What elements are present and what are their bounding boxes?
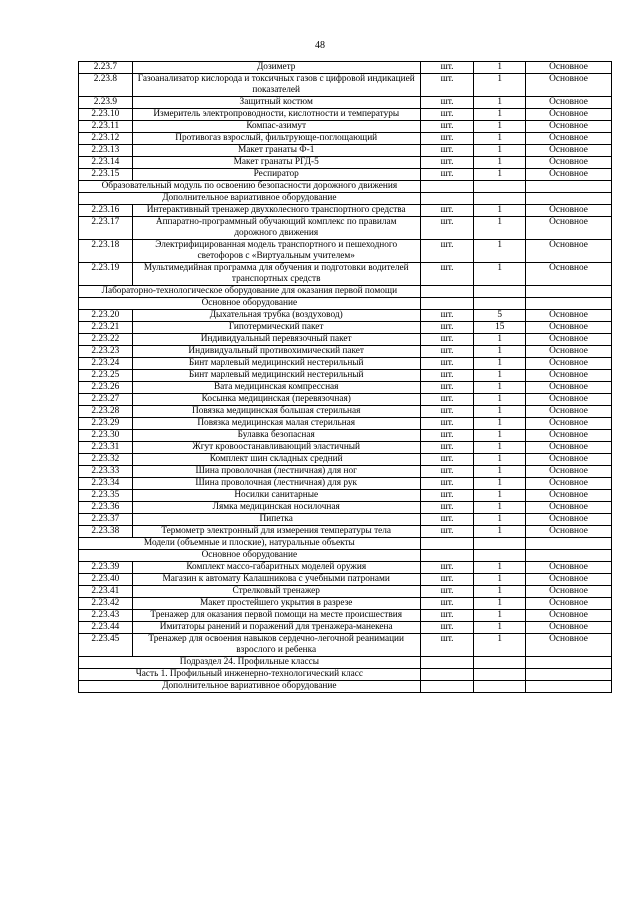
item-unit: шт. — [420, 205, 474, 217]
item-quantity: 1 — [474, 263, 526, 286]
item-type: Основное — [526, 322, 612, 334]
item-quantity: 1 — [474, 514, 526, 526]
item-type: Основное — [526, 562, 612, 574]
empty-cell — [420, 538, 474, 550]
item-number: 2.23.17 — [79, 217, 133, 240]
item-type: Основное — [526, 406, 612, 418]
item-unit: шт. — [420, 334, 474, 346]
item-quantity: 1 — [474, 562, 526, 574]
table-row — [79, 145, 612, 157]
item-number: 2.23.33 — [79, 466, 133, 478]
item-type: Основное — [526, 358, 612, 370]
item-number: 2.23.16 — [79, 205, 133, 217]
empty-cell — [420, 193, 474, 205]
empty-cell — [474, 669, 526, 681]
item-quantity: 1 — [474, 526, 526, 538]
item-name: Тренажер для оказания первой помощи на месте происшествия — [132, 610, 420, 622]
item-unit: шт. — [420, 62, 474, 74]
item-unit: шт. — [420, 109, 474, 121]
page-number: 48 — [315, 40, 325, 51]
section-title: Дополнительное вариативное оборудование — [79, 193, 421, 205]
item-unit: шт. — [420, 121, 474, 133]
empty-cell — [474, 181, 526, 193]
empty-cell — [420, 550, 474, 562]
section-row — [79, 193, 612, 205]
item-number: 2.23.10 — [79, 109, 133, 121]
item-quantity: 1 — [474, 74, 526, 97]
empty-cell — [526, 550, 612, 562]
equipment-table — [78, 61, 612, 693]
item-type: Основное — [526, 334, 612, 346]
table-row — [79, 442, 612, 454]
table-row — [79, 634, 612, 657]
item-quantity: 1 — [474, 394, 526, 406]
item-quantity: 1 — [474, 346, 526, 358]
item-number: 2.23.23 — [79, 346, 133, 358]
item-name: Повязка медицинская большая стерильная — [132, 406, 420, 418]
section-title: Лабораторно-технологическое оборудование для оказания первой помощи — [79, 286, 421, 298]
section-row — [79, 550, 612, 562]
table-row — [79, 205, 612, 217]
item-type: Основное — [526, 490, 612, 502]
table-row — [79, 310, 612, 322]
item-type: Основное — [526, 418, 612, 430]
item-name: Комплект массо-габаритных моделей оружия — [132, 562, 420, 574]
item-name: Булавка безопасная — [132, 430, 420, 442]
item-name: Защитный костюм — [132, 97, 420, 109]
item-type: Основное — [526, 263, 612, 286]
item-unit: шт. — [420, 310, 474, 322]
item-quantity: 1 — [474, 442, 526, 454]
item-type: Основное — [526, 586, 612, 598]
section-row — [79, 669, 612, 681]
table-row — [79, 502, 612, 514]
item-quantity: 5 — [474, 310, 526, 322]
item-unit: шт. — [420, 442, 474, 454]
item-type: Основное — [526, 310, 612, 322]
empty-cell — [420, 681, 474, 693]
item-number: 2.23.41 — [79, 586, 133, 598]
item-quantity: 1 — [474, 97, 526, 109]
section-row — [79, 298, 612, 310]
item-name: Макет гранаты РГД-5 — [132, 157, 420, 169]
empty-cell — [526, 298, 612, 310]
table-row — [79, 394, 612, 406]
item-quantity: 1 — [474, 205, 526, 217]
equipment-table-body — [79, 62, 612, 693]
section-title: Основное оборудование — [79, 550, 421, 562]
item-quantity: 1 — [474, 169, 526, 181]
item-type: Основное — [526, 634, 612, 657]
table-row — [79, 514, 612, 526]
item-name: Тренажер для освоения навыков сердечно-легочной реанимации взрослого и ребенка — [132, 634, 420, 657]
item-quantity: 1 — [474, 370, 526, 382]
empty-cell — [474, 681, 526, 693]
section-row — [79, 286, 612, 298]
item-number: 2.23.42 — [79, 598, 133, 610]
item-number: 2.23.34 — [79, 478, 133, 490]
item-name: Гипотермический пакет — [132, 322, 420, 334]
item-name: Лямка медицинская носилочная — [132, 502, 420, 514]
item-number: 2.23.13 — [79, 145, 133, 157]
item-unit: шт. — [420, 382, 474, 394]
item-number: 2.23.37 — [79, 514, 133, 526]
table-row — [79, 430, 612, 442]
item-unit: шт. — [420, 598, 474, 610]
section-title: Часть 1. Профильный инженерно-технологический класс — [79, 669, 421, 681]
section-row — [79, 181, 612, 193]
item-name: Комплект шин складных средний — [132, 454, 420, 466]
table-row — [79, 97, 612, 109]
item-number: 2.23.45 — [79, 634, 133, 657]
item-quantity: 1 — [474, 157, 526, 169]
item-quantity: 1 — [474, 133, 526, 145]
item-type: Основное — [526, 502, 612, 514]
item-unit: шт. — [420, 490, 474, 502]
item-unit: шт. — [420, 430, 474, 442]
item-quantity: 1 — [474, 334, 526, 346]
item-type: Основное — [526, 526, 612, 538]
table-row — [79, 240, 612, 263]
table-row — [79, 526, 612, 538]
item-unit: шт. — [420, 74, 474, 97]
item-unit: шт. — [420, 562, 474, 574]
item-unit: шт. — [420, 634, 474, 657]
item-type: Основное — [526, 157, 612, 169]
item-number: 2.23.38 — [79, 526, 133, 538]
item-quantity: 1 — [474, 478, 526, 490]
table-row — [79, 169, 612, 181]
item-number: 2.23.9 — [79, 97, 133, 109]
item-unit: шт. — [420, 478, 474, 490]
item-unit: шт. — [420, 169, 474, 181]
item-number: 2.23.21 — [79, 322, 133, 334]
item-type: Основное — [526, 346, 612, 358]
item-number: 2.23.36 — [79, 502, 133, 514]
table-row — [79, 478, 612, 490]
item-unit: шт. — [420, 622, 474, 634]
item-unit: шт. — [420, 322, 474, 334]
table-row — [79, 157, 612, 169]
item-type: Основное — [526, 62, 612, 74]
item-quantity: 1 — [474, 634, 526, 657]
table-row — [79, 598, 612, 610]
item-quantity: 1 — [474, 217, 526, 240]
table-row — [79, 358, 612, 370]
empty-cell — [420, 286, 474, 298]
item-number: 2.23.20 — [79, 310, 133, 322]
empty-cell — [474, 538, 526, 550]
item-number: 2.23.26 — [79, 382, 133, 394]
item-name: Компас-азимут — [132, 121, 420, 133]
item-number: 2.23.35 — [79, 490, 133, 502]
item-number: 2.23.28 — [79, 406, 133, 418]
item-name: Бинт марлевый медицинский нестерильный — [132, 370, 420, 382]
section-row — [79, 538, 612, 550]
item-type: Основное — [526, 133, 612, 145]
item-quantity: 1 — [474, 406, 526, 418]
empty-cell — [474, 286, 526, 298]
item-unit: шт. — [420, 240, 474, 263]
table-row — [79, 562, 612, 574]
item-name: Носилки санитарные — [132, 490, 420, 502]
item-name: Дозиметр — [132, 62, 420, 74]
table-row — [79, 406, 612, 418]
table-row — [79, 62, 612, 74]
item-type: Основное — [526, 598, 612, 610]
item-unit: шт. — [420, 394, 474, 406]
item-type: Основное — [526, 240, 612, 263]
item-unit: шт. — [420, 358, 474, 370]
item-name: Термометр электронный для измерения температуры тела — [132, 526, 420, 538]
item-type: Основное — [526, 442, 612, 454]
section-title: Образовательный модуль по освоению безопасности дорожного движения — [79, 181, 421, 193]
empty-cell — [420, 298, 474, 310]
table-row — [79, 454, 612, 466]
empty-cell — [474, 550, 526, 562]
item-unit: шт. — [420, 133, 474, 145]
item-type: Основное — [526, 574, 612, 586]
item-quantity: 1 — [474, 610, 526, 622]
item-type: Основное — [526, 514, 612, 526]
item-type: Основное — [526, 622, 612, 634]
item-number: 2.23.8 — [79, 74, 133, 97]
item-unit: шт. — [420, 370, 474, 382]
item-quantity: 1 — [474, 121, 526, 133]
item-number: 2.23.39 — [79, 562, 133, 574]
item-quantity: 1 — [474, 109, 526, 121]
item-name: Измеритель электропроводности, кислотности и температуры — [132, 109, 420, 121]
empty-cell — [526, 193, 612, 205]
item-unit: шт. — [420, 526, 474, 538]
item-name: Индивидуальный перевязочный пакет — [132, 334, 420, 346]
item-quantity: 1 — [474, 490, 526, 502]
section-title: Основное оборудование — [79, 298, 421, 310]
item-name: Жгут кровоостанавливающий эластичный — [132, 442, 420, 454]
item-quantity: 1 — [474, 574, 526, 586]
item-quantity: 1 — [474, 62, 526, 74]
empty-cell — [420, 669, 474, 681]
section-title: Дополнительное вариативное оборудование — [79, 681, 421, 693]
item-type: Основное — [526, 121, 612, 133]
item-unit: шт. — [420, 610, 474, 622]
item-type: Основное — [526, 97, 612, 109]
empty-cell — [420, 657, 474, 669]
item-type: Основное — [526, 145, 612, 157]
item-unit: шт. — [420, 97, 474, 109]
item-number: 2.23.29 — [79, 418, 133, 430]
item-name: Макет простейшего укрытия в разрезе — [132, 598, 420, 610]
item-unit: шт. — [420, 157, 474, 169]
empty-cell — [474, 298, 526, 310]
item-quantity: 1 — [474, 418, 526, 430]
item-name: Бинт марлевый медицинский нестерильный — [132, 358, 420, 370]
table-row — [79, 610, 612, 622]
table-row — [79, 466, 612, 478]
item-quantity: 1 — [474, 466, 526, 478]
item-name: Противогаз взрослый, фильтрующе-поглощающий — [132, 133, 420, 145]
table-row — [79, 418, 612, 430]
item-number: 2.23.27 — [79, 394, 133, 406]
empty-cell — [526, 681, 612, 693]
item-number: 2.23.25 — [79, 370, 133, 382]
item-name: Индивидуальный противохимический пакет — [132, 346, 420, 358]
table-row — [79, 622, 612, 634]
item-name: Вата медицинская компрессная — [132, 382, 420, 394]
item-type: Основное — [526, 610, 612, 622]
item-number: 2.23.30 — [79, 430, 133, 442]
empty-cell — [526, 657, 612, 669]
item-quantity: 1 — [474, 502, 526, 514]
item-unit: шт. — [420, 217, 474, 240]
table-row — [79, 263, 612, 286]
item-quantity: 1 — [474, 430, 526, 442]
item-number: 2.23.22 — [79, 334, 133, 346]
table-row — [79, 334, 612, 346]
item-number: 2.23.18 — [79, 240, 133, 263]
table-row — [79, 586, 612, 598]
item-name: Интерактивный тренажер двухколесного транспортного средства — [132, 205, 420, 217]
item-type: Основное — [526, 430, 612, 442]
item-quantity: 1 — [474, 145, 526, 157]
item-number: 2.23.19 — [79, 263, 133, 286]
item-name: Косынка медицинская (перевязочная) — [132, 394, 420, 406]
item-type: Основное — [526, 394, 612, 406]
table-row — [79, 217, 612, 240]
item-unit: шт. — [420, 514, 474, 526]
item-number: 2.23.32 — [79, 454, 133, 466]
section-title: Модели (объемные и плоские), натуральные объекты — [79, 538, 421, 550]
item-type: Основное — [526, 478, 612, 490]
item-type: Основное — [526, 370, 612, 382]
item-quantity: 1 — [474, 358, 526, 370]
item-number: 2.23.11 — [79, 121, 133, 133]
item-type: Основное — [526, 382, 612, 394]
empty-cell — [420, 181, 474, 193]
table-row — [79, 574, 612, 586]
table-row — [79, 346, 612, 358]
item-name: Газоанализатор кислорода и токсичных газов с цифровой индикацией показателей — [132, 74, 420, 97]
item-unit: шт. — [420, 466, 474, 478]
item-name: Электрифицированная модель транспортного и пешеходного светофоров с «Виртуальным учителем» — [132, 240, 420, 263]
item-unit: шт. — [420, 586, 474, 598]
item-unit: шт. — [420, 454, 474, 466]
item-number: 2.23.44 — [79, 622, 133, 634]
item-quantity: 1 — [474, 586, 526, 598]
empty-cell — [526, 538, 612, 550]
item-type: Основное — [526, 109, 612, 121]
item-number: 2.23.14 — [79, 157, 133, 169]
item-type: Основное — [526, 466, 612, 478]
item-name: Магазин к автомату Калашникова с учебными патронами — [132, 574, 420, 586]
item-name: Шина проволочная (лестничная) для рук — [132, 478, 420, 490]
item-name: Стрелковый тренажер — [132, 586, 420, 598]
item-type: Основное — [526, 205, 612, 217]
item-unit: шт. — [420, 502, 474, 514]
empty-cell — [474, 657, 526, 669]
table-row — [79, 133, 612, 145]
section-title: Подраздел 24. Профильные классы — [79, 657, 421, 669]
table-row — [79, 74, 612, 97]
item-number: 2.23.40 — [79, 574, 133, 586]
item-name: Дыхательная трубка (воздуховод) — [132, 310, 420, 322]
table-row — [79, 382, 612, 394]
item-unit: шт. — [420, 418, 474, 430]
item-number: 2.23.7 — [79, 62, 133, 74]
section-row — [79, 681, 612, 693]
table-row — [79, 121, 612, 133]
empty-cell — [474, 193, 526, 205]
table-row — [79, 490, 612, 502]
item-name: Мультимедийная программа для обучения и подготовки водителей транспортных средств — [132, 263, 420, 286]
item-name: Респиратор — [132, 169, 420, 181]
item-name: Аппаратно-программный обучающий комплекс по правилам дорожного движения — [132, 217, 420, 240]
item-type: Основное — [526, 74, 612, 97]
section-row — [79, 657, 612, 669]
empty-cell — [526, 181, 612, 193]
item-type: Основное — [526, 169, 612, 181]
item-unit: шт. — [420, 263, 474, 286]
item-unit: шт. — [420, 574, 474, 586]
item-quantity: 15 — [474, 322, 526, 334]
item-number: 2.23.31 — [79, 442, 133, 454]
item-unit: шт. — [420, 346, 474, 358]
item-unit: шт. — [420, 145, 474, 157]
item-name: Имитаторы ранений и поражений для тренажера-манекена — [132, 622, 420, 634]
item-number: 2.23.15 — [79, 169, 133, 181]
item-number: 2.23.24 — [79, 358, 133, 370]
item-quantity: 1 — [474, 240, 526, 263]
item-name: Шина проволочная (лестничная) для ног — [132, 466, 420, 478]
item-quantity: 1 — [474, 454, 526, 466]
item-quantity: 1 — [474, 598, 526, 610]
table-row — [79, 322, 612, 334]
empty-cell — [526, 669, 612, 681]
item-number: 2.23.43 — [79, 610, 133, 622]
empty-cell — [526, 286, 612, 298]
item-name: Пипетка — [132, 514, 420, 526]
table-row — [79, 109, 612, 121]
item-unit: шт. — [420, 406, 474, 418]
item-number: 2.23.12 — [79, 133, 133, 145]
item-name: Макет гранаты Ф-1 — [132, 145, 420, 157]
item-name: Повязка медицинская малая стерильная — [132, 418, 420, 430]
item-quantity: 1 — [474, 622, 526, 634]
item-type: Основное — [526, 454, 612, 466]
item-type: Основное — [526, 217, 612, 240]
item-quantity: 1 — [474, 382, 526, 394]
table-row — [79, 370, 612, 382]
